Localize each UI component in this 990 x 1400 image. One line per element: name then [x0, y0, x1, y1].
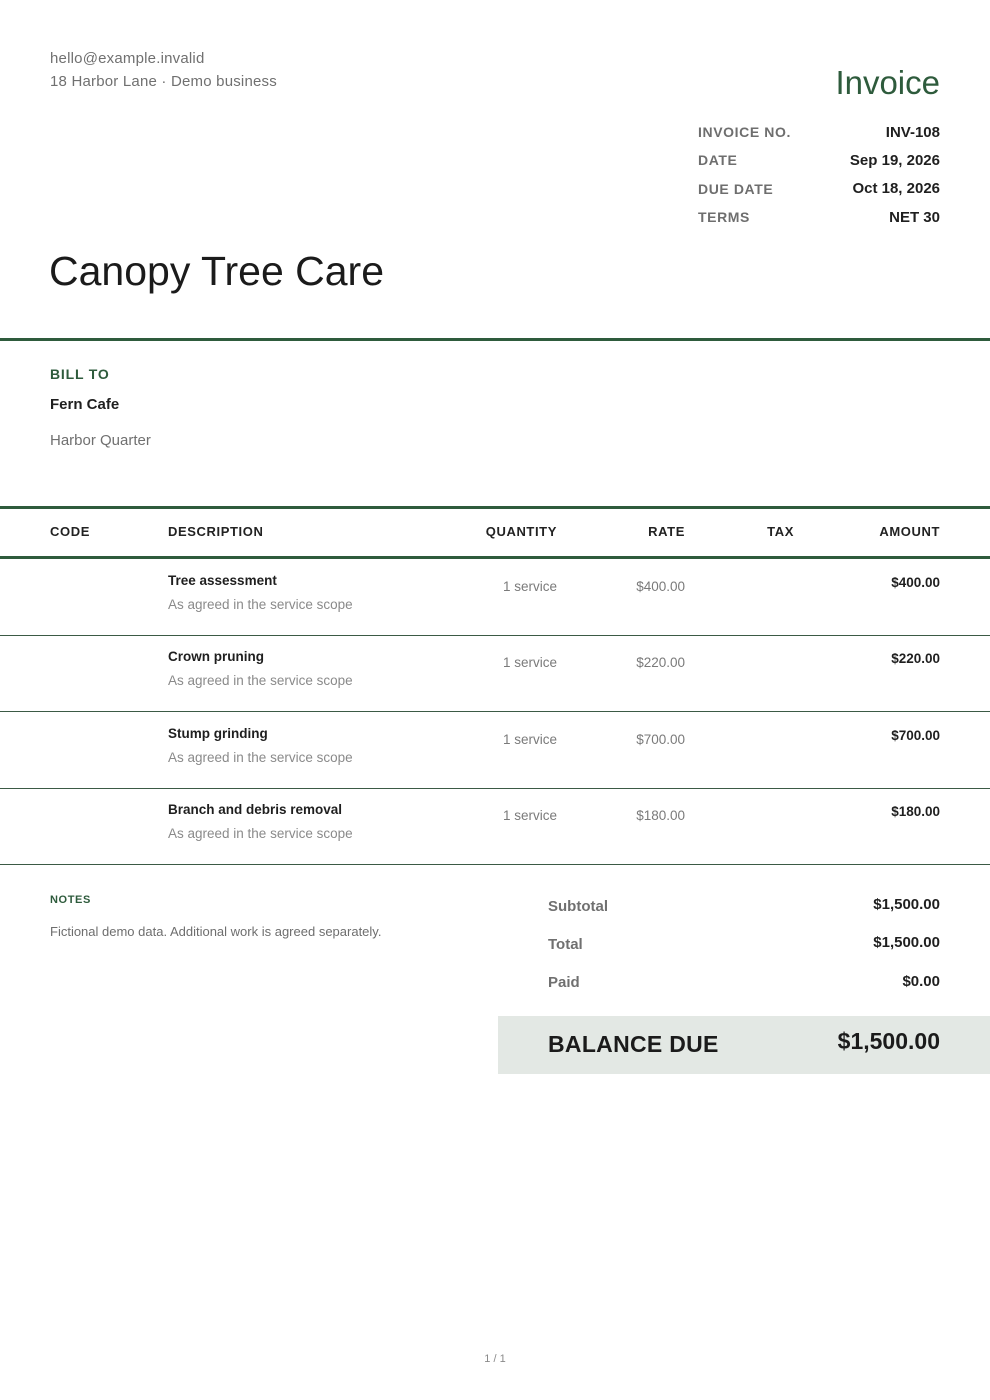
item-description: As agreed in the service scope — [168, 826, 353, 841]
subtotal-value: $1,500.00 — [873, 896, 940, 913]
item-amount: $400.00 — [891, 575, 940, 590]
bill-to-name: Fern Cafe — [50, 396, 120, 413]
page-number: 1 / 1 — [484, 1353, 506, 1365]
table-top-rule — [0, 506, 990, 509]
meta-label: TERMS — [698, 209, 750, 226]
item-name: Branch and debris removal — [168, 802, 343, 817]
item-amount: $220.00 — [891, 651, 940, 666]
invoice-title: Invoice — [835, 64, 940, 101]
header-tax: TAX — [767, 524, 794, 539]
total-label: Total — [548, 936, 583, 953]
divider — [0, 338, 990, 341]
item-rate: $220.00 — [636, 655, 685, 670]
paid-value: $0.00 — [902, 973, 940, 990]
item-amount: $180.00 — [891, 804, 940, 819]
header-rate: RATE — [648, 524, 685, 539]
item-amount: $700.00 — [891, 728, 940, 743]
notes-label: NOTES — [50, 894, 91, 906]
subtotal-label: Subtotal — [548, 898, 608, 915]
header-code: CODE — [50, 524, 90, 539]
header-amount: AMOUNT — [879, 524, 940, 539]
item-description: As agreed in the service scope — [168, 750, 353, 765]
item-name: Tree assessment — [168, 573, 277, 588]
meta-row-date — [698, 146, 940, 174]
meta-value: Oct 18, 2026 — [852, 180, 940, 198]
item-rate: $700.00 — [636, 732, 685, 747]
item-description: As agreed in the service scope — [168, 597, 353, 612]
meta-label: INVOICE NO. — [698, 124, 791, 141]
table-row — [0, 788, 990, 865]
invoice-meta — [698, 118, 940, 231]
total-value: $1,500.00 — [873, 934, 940, 951]
item-quantity: 1 service — [502, 655, 557, 670]
company-name: Canopy Tree Care — [49, 248, 385, 294]
row-divider — [0, 864, 990, 865]
bill-to-label: BILL TO — [50, 366, 110, 382]
header-description: DESCRIPTION — [168, 524, 264, 539]
meta-row-invoice-no — [698, 118, 940, 146]
item-quantity: 1 service — [502, 579, 557, 594]
item-rate: $180.00 — [636, 808, 685, 823]
item-rate: $400.00 — [636, 579, 685, 594]
meta-value: INV-108 — [885, 123, 940, 141]
table-row — [0, 559, 990, 636]
table-row — [0, 635, 990, 712]
header-quantity: QUANTITY — [485, 524, 557, 539]
balance-due-label: BALANCE DUE — [548, 1031, 719, 1057]
item-name: Crown pruning — [168, 649, 264, 664]
meta-value: Sep 19, 2026 — [849, 151, 940, 169]
notes-text: Fictional demo data. Additional work is agreed separately. — [50, 924, 382, 939]
item-description: As agreed in the service scope — [168, 673, 353, 688]
balance-due-value: $1,500.00 — [837, 1028, 940, 1054]
item-quantity: 1 service — [502, 808, 557, 823]
item-name: Stump grinding — [168, 726, 268, 741]
sender-email: hello@example.invalid — [50, 50, 205, 67]
item-quantity: 1 service — [502, 732, 557, 747]
meta-label: DATE — [698, 152, 738, 169]
meta-row-due-date — [698, 175, 940, 203]
paid-label: Paid — [548, 974, 580, 991]
sender-address: 18 Harbor Lane · Demo business — [50, 73, 277, 90]
meta-row-terms — [698, 203, 940, 231]
meta-label: DUE DATE — [698, 180, 774, 197]
meta-value: NET 30 — [889, 208, 940, 226]
table-row — [0, 712, 990, 789]
bill-to-address: Harbor Quarter — [50, 432, 151, 449]
